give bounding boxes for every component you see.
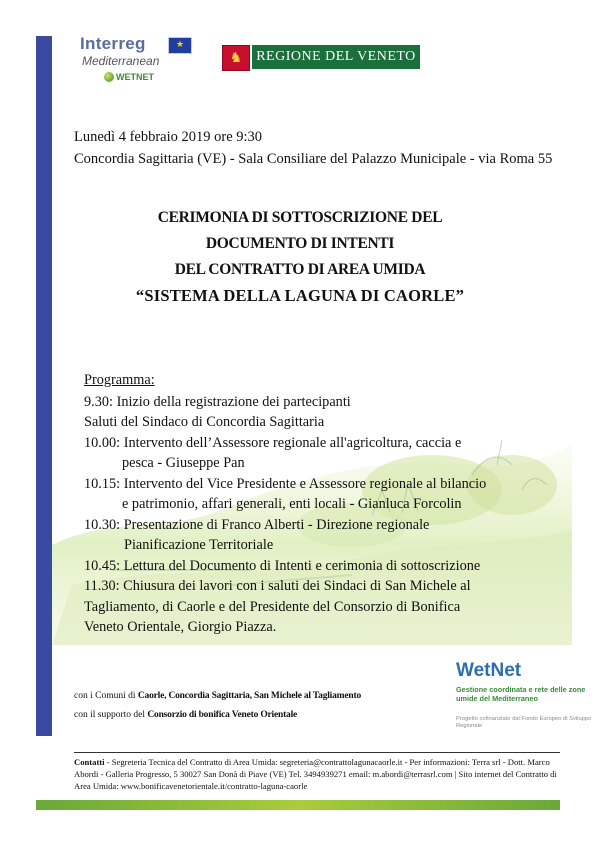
event-place: Concordia Sagittaria (VE) - Sala Consiliare del Palazzo Municipale - via Roma 55: [74, 151, 553, 167]
interreg-brand: Interreg: [80, 34, 146, 53]
programma-section: [84, 370, 554, 638]
programma-line: 10.00: Intervento dell’Assessore regionale all'agricoltura, caccia e: [84, 434, 462, 451]
footer-divider: [74, 752, 560, 753]
programma-line: e patrimonio, affari generali, enti locali - Gianluca Forcolin: [122, 496, 462, 512]
comuni-names: Caorle, Concordia Sagittaria, San Michele al Tagliamento: [137, 691, 361, 701]
supporto-prefix: con il supporto del: [74, 710, 148, 720]
footer-text: - Segreteria Tecnica del Contratto di Area Umida: segreteria@contrattolagunacaorle.it - Per informazioni: Terra srl - Dott. Marco Abordi - Galleria Progresso, 5 30027 San Donà di Piave (VE) Tel. 3494939271 email: m.abordi@terrasrl.com | Sito internet del Contratto di Area Umida: www.bonificavenetorientale.it/contratto-laguna-caorle: [74, 757, 557, 791]
interreg-project: WETNET: [116, 72, 154, 82]
regione-veneto-logo: [222, 45, 422, 69]
left-blue-stripe: [36, 36, 52, 736]
eu-flag-icon: ★: [168, 37, 192, 54]
programma-line: Saluti del Sindaco di Concordia Sagittaria: [84, 414, 325, 430]
title-line: “SISTEMA DELLA LAGUNA DI CAORLE”: [135, 286, 465, 305]
programma-line: Veneto Orientale, Giorgio Piazza.: [84, 619, 277, 635]
comuni-prefix: con i Comuni di: [74, 691, 138, 701]
programma-line: Pianificazione Territoriale: [124, 537, 274, 553]
lion-crest-icon: ♞: [222, 45, 250, 71]
supporto-line: [74, 709, 297, 721]
title-line: DOCUMENTO DI INTENTI: [205, 235, 395, 252]
title-line: DEL CONTRATTO DI AREA UMIDA: [174, 261, 426, 278]
footer-label: Contatti: [74, 757, 105, 767]
programma-line: 10.30: Presentazione di Franco Alberti - Direzione regionale: [84, 516, 430, 533]
supporto-name: Consorzio di bonifica Veneto Orientale: [147, 710, 298, 720]
wetnet-funding: Progetto cofinanziato dal Fondo Europeo di Sviluppo Regionale: [456, 716, 592, 729]
programma-line: 10.45: Lettura del Documento di Intenti e cerimonia di sottoscrizione: [84, 557, 481, 574]
wetnet-globe-icon: [104, 72, 114, 82]
wetnet-subtitle: Gestione coordinata e rete delle zone umide del Mediterraneo: [456, 685, 586, 703]
bottom-green-stripe: [36, 800, 560, 810]
interreg-region: Mediterranean: [82, 54, 160, 68]
event-title: [60, 205, 540, 309]
wetnet-title: WetNet: [456, 660, 522, 681]
programma-line: 9.30: Inizio della registrazione dei partecipanti: [84, 393, 351, 410]
interreg-logo: [80, 34, 192, 96]
regione-veneto-name: REGIONE DEL VENETO: [252, 45, 420, 69]
wetnet-logo: [456, 660, 596, 750]
programma-heading: Programma:: [84, 372, 155, 388]
programma-line: 10.15: Intervento del Vice Presidente e Assessore regionale al bilancio: [84, 475, 487, 492]
programma-line: pesca - Giuseppe Pan: [122, 455, 245, 471]
event-date: Lunedì 4 febbraio 2019 ore 9:30: [74, 129, 263, 145]
title-line: CERIMONIA DI SOTTOSCRIZIONE DEL: [157, 209, 443, 226]
programma-line: Tagliamento, di Caorle e del Presidente del Consorzio di Bonifica: [84, 598, 461, 615]
footer-contacts: [74, 756, 564, 792]
comuni-line: [74, 690, 361, 702]
programma-line: 11.30: Chiusura dei lavori con i saluti dei Sindaci di San Michele al: [84, 578, 471, 594]
